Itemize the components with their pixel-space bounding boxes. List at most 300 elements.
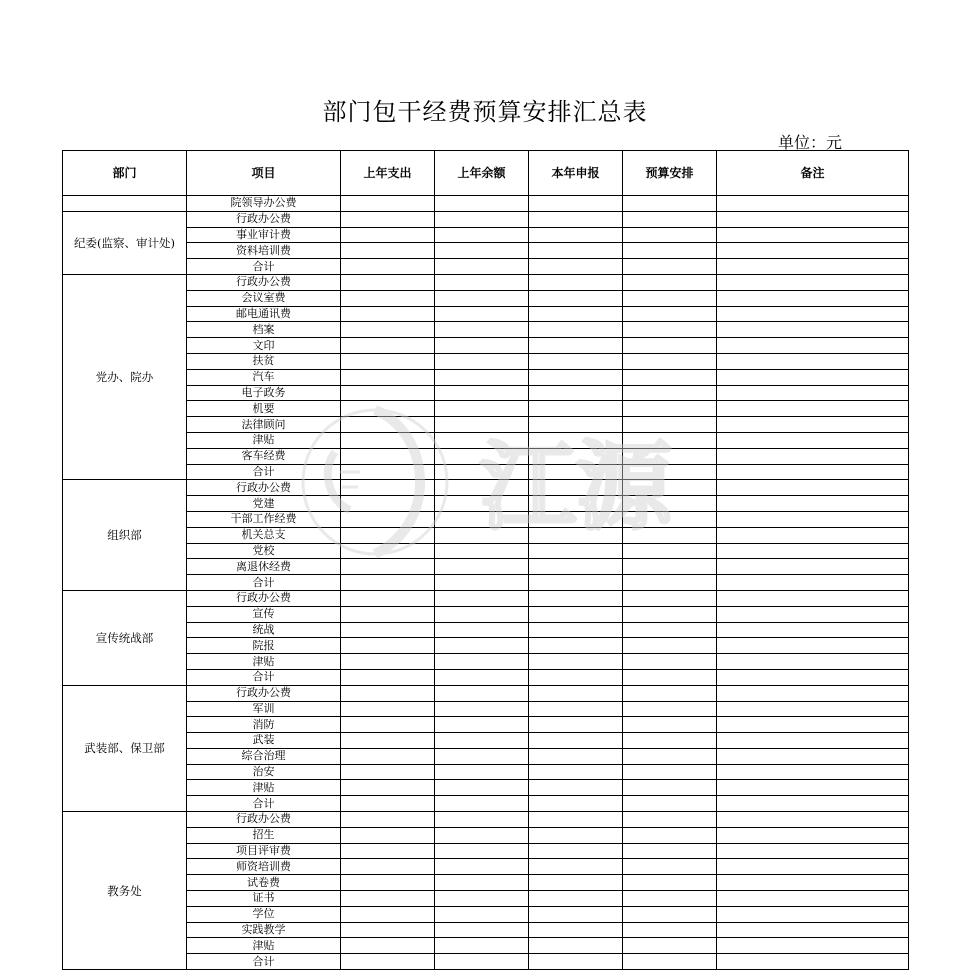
table-body [63, 196, 909, 970]
item-cell: 综合治理 [187, 748, 341, 764]
item-cell: 档案 [187, 322, 341, 338]
this-year-request-cell [529, 938, 623, 954]
this-year-request-cell [529, 827, 623, 843]
budget-allocation-cell [623, 464, 717, 480]
this-year-request-cell [529, 922, 623, 938]
last-year-balance-cell [435, 685, 529, 701]
item-cell: 行政办公费 [187, 274, 341, 290]
this-year-request-cell [529, 353, 623, 369]
last-year-balance-cell [435, 480, 529, 496]
item-cell: 津贴 [187, 938, 341, 954]
last-year-expense-cell [341, 906, 435, 922]
budget-allocation-cell [623, 938, 717, 954]
table-row [63, 274, 909, 290]
this-year-request-cell [529, 543, 623, 559]
item-cell: 行政办公费 [187, 211, 341, 227]
remarks-cell [717, 511, 909, 527]
dept-cell [63, 196, 187, 212]
last-year-balance-cell [435, 875, 529, 891]
table-row [63, 401, 909, 417]
budget-table [62, 150, 909, 970]
last-year-balance-cell [435, 464, 529, 480]
header-budget-allocation: 预算安排 [623, 151, 717, 196]
remarks-cell [717, 748, 909, 764]
item-cell: 文印 [187, 338, 341, 354]
item-cell: 客车经费 [187, 448, 341, 464]
table-row [63, 259, 909, 275]
table-row [63, 922, 909, 938]
last-year-expense-cell [341, 875, 435, 891]
table-row [63, 796, 909, 812]
table-row [63, 385, 909, 401]
last-year-expense-cell [341, 764, 435, 780]
remarks-cell [717, 859, 909, 875]
remarks-cell [717, 780, 909, 796]
remarks-cell [717, 669, 909, 685]
budget-allocation-cell [623, 638, 717, 654]
remarks-cell [717, 353, 909, 369]
table-row [63, 527, 909, 543]
item-cell: 扶贫 [187, 353, 341, 369]
last-year-expense-cell [341, 369, 435, 385]
last-year-expense-cell [341, 859, 435, 875]
dept-cell: 党办、院办 [63, 274, 187, 479]
table-row [63, 733, 909, 749]
last-year-balance-cell [435, 543, 529, 559]
table-row [63, 353, 909, 369]
last-year-expense-cell [341, 432, 435, 448]
budget-allocation-cell [623, 954, 717, 970]
watermark-text: 江源 [480, 431, 672, 543]
item-cell: 消防 [187, 717, 341, 733]
this-year-request-cell [529, 559, 623, 575]
budget-allocation-cell [623, 685, 717, 701]
last-year-expense-cell [341, 654, 435, 670]
item-cell: 离退休经费 [187, 559, 341, 575]
last-year-expense-cell [341, 511, 435, 527]
last-year-expense-cell [341, 622, 435, 638]
remarks-cell [717, 543, 909, 559]
last-year-expense-cell [341, 322, 435, 338]
remarks-cell [717, 322, 909, 338]
item-cell: 会议室费 [187, 290, 341, 306]
budget-allocation-cell [623, 812, 717, 828]
last-year-balance-cell [435, 748, 529, 764]
remarks-cell [717, 385, 909, 401]
budget-allocation-cell [623, 590, 717, 606]
budget-allocation-cell [623, 543, 717, 559]
dept-cell: 宣传统战部 [63, 590, 187, 685]
last-year-expense-cell [341, 306, 435, 322]
budget-allocation-cell [623, 259, 717, 275]
table-row [63, 717, 909, 733]
last-year-expense-cell [341, 559, 435, 575]
budget-allocation-cell [623, 496, 717, 512]
last-year-expense-cell [341, 590, 435, 606]
this-year-request-cell [529, 480, 623, 496]
this-year-request-cell [529, 606, 623, 622]
unit-label: 单位：元 [778, 133, 843, 152]
budget-allocation-cell [623, 417, 717, 433]
last-year-balance-cell [435, 764, 529, 780]
table-row [63, 243, 909, 259]
item-cell: 招生 [187, 827, 341, 843]
header-this-year-request: 本年申报 [529, 151, 623, 196]
item-cell: 合计 [187, 954, 341, 970]
this-year-request-cell [529, 575, 623, 591]
item-cell: 行政办公费 [187, 590, 341, 606]
table-row [63, 843, 909, 859]
table-row [63, 622, 909, 638]
remarks-cell [717, 622, 909, 638]
this-year-request-cell [529, 306, 623, 322]
last-year-expense-cell [341, 575, 435, 591]
budget-allocation-cell [623, 669, 717, 685]
last-year-expense-cell [341, 353, 435, 369]
budget-allocation-cell [623, 338, 717, 354]
item-cell: 合计 [187, 464, 341, 480]
this-year-request-cell [529, 290, 623, 306]
item-cell: 干部工作经费 [187, 511, 341, 527]
this-year-request-cell [529, 764, 623, 780]
last-year-balance-cell [435, 954, 529, 970]
table-row [63, 606, 909, 622]
item-cell: 机关总支 [187, 527, 341, 543]
remarks-cell [717, 369, 909, 385]
budget-allocation-cell [623, 827, 717, 843]
budget-allocation-cell [623, 369, 717, 385]
budget-allocation-cell [623, 353, 717, 369]
this-year-request-cell [529, 780, 623, 796]
last-year-balance-cell [435, 922, 529, 938]
item-cell: 实践教学 [187, 922, 341, 938]
last-year-expense-cell [341, 196, 435, 212]
remarks-cell [717, 464, 909, 480]
table-row [63, 211, 909, 227]
last-year-balance-cell [435, 638, 529, 654]
table-row [63, 669, 909, 685]
last-year-expense-cell [341, 417, 435, 433]
last-year-expense-cell [341, 274, 435, 290]
item-cell: 治安 [187, 764, 341, 780]
last-year-balance-cell [435, 812, 529, 828]
this-year-request-cell [529, 891, 623, 907]
remarks-cell [717, 243, 909, 259]
last-year-expense-cell [341, 385, 435, 401]
item-cell: 邮电通讯费 [187, 306, 341, 322]
remarks-cell [717, 606, 909, 622]
item-cell: 武装 [187, 733, 341, 749]
item-cell: 资料培训费 [187, 243, 341, 259]
this-year-request-cell [529, 654, 623, 670]
budget-allocation-cell [623, 733, 717, 749]
budget-allocation-cell [623, 432, 717, 448]
table-row [63, 432, 909, 448]
remarks-cell [717, 654, 909, 670]
budget-allocation-cell [623, 906, 717, 922]
item-cell: 合计 [187, 796, 341, 812]
last-year-balance-cell [435, 575, 529, 591]
dept-cell: 纪委(监察、审计处) [63, 211, 187, 274]
this-year-request-cell [529, 211, 623, 227]
remarks-cell [717, 227, 909, 243]
last-year-balance-cell [435, 938, 529, 954]
item-cell: 电子政务 [187, 385, 341, 401]
last-year-balance-cell [435, 654, 529, 670]
last-year-expense-cell [341, 685, 435, 701]
remarks-cell [717, 906, 909, 922]
last-year-balance-cell [435, 369, 529, 385]
this-year-request-cell [529, 385, 623, 401]
last-year-balance-cell [435, 448, 529, 464]
page-title: 部门包干经费预算安排汇总表 [322, 98, 648, 126]
last-year-balance-cell [435, 669, 529, 685]
item-cell: 事业审计费 [187, 227, 341, 243]
last-year-balance-cell [435, 843, 529, 859]
item-cell: 机要 [187, 401, 341, 417]
last-year-expense-cell [341, 543, 435, 559]
budget-allocation-cell [623, 385, 717, 401]
budget-allocation-cell [623, 606, 717, 622]
item-cell: 师资培训费 [187, 859, 341, 875]
last-year-balance-cell [435, 859, 529, 875]
this-year-request-cell [529, 259, 623, 275]
budget-allocation-cell [623, 243, 717, 259]
table-row [63, 196, 909, 212]
item-cell: 法律顾问 [187, 417, 341, 433]
header-last-year-balance: 上年余额 [435, 151, 529, 196]
budget-allocation-cell [623, 780, 717, 796]
budget-allocation-cell [623, 401, 717, 417]
table-row [63, 701, 909, 717]
this-year-request-cell [529, 338, 623, 354]
last-year-expense-cell [341, 717, 435, 733]
last-year-balance-cell [435, 496, 529, 512]
last-year-expense-cell [341, 401, 435, 417]
remarks-cell [717, 496, 909, 512]
remarks-cell [717, 480, 909, 496]
last-year-expense-cell [341, 606, 435, 622]
item-cell: 行政办公费 [187, 685, 341, 701]
this-year-request-cell [529, 511, 623, 527]
this-year-request-cell [529, 464, 623, 480]
last-year-expense-cell [341, 464, 435, 480]
last-year-balance-cell [435, 796, 529, 812]
last-year-expense-cell [341, 243, 435, 259]
this-year-request-cell [529, 227, 623, 243]
table-row [63, 417, 909, 433]
budget-allocation-cell [623, 227, 717, 243]
this-year-request-cell [529, 496, 623, 512]
last-year-balance-cell [435, 401, 529, 417]
table-row [63, 764, 909, 780]
table-row [63, 638, 909, 654]
last-year-balance-cell [435, 701, 529, 717]
budget-allocation-cell [623, 764, 717, 780]
remarks-cell [717, 575, 909, 591]
table-row [63, 812, 909, 828]
last-year-balance-cell [435, 196, 529, 212]
last-year-balance-cell [435, 590, 529, 606]
table-row [63, 227, 909, 243]
this-year-request-cell [529, 243, 623, 259]
remarks-cell [717, 417, 909, 433]
this-year-request-cell [529, 796, 623, 812]
budget-allocation-cell [623, 274, 717, 290]
this-year-request-cell [529, 748, 623, 764]
item-cell: 学位 [187, 906, 341, 922]
remarks-cell [717, 875, 909, 891]
this-year-request-cell [529, 685, 623, 701]
last-year-expense-cell [341, 290, 435, 306]
table-row [63, 891, 909, 907]
header-last-year-expense: 上年支出 [341, 151, 435, 196]
remarks-cell [717, 401, 909, 417]
last-year-expense-cell [341, 338, 435, 354]
item-cell: 合计 [187, 575, 341, 591]
dept-cell: 武装部、保卫部 [63, 685, 187, 811]
remarks-cell [717, 211, 909, 227]
table-row [63, 338, 909, 354]
last-year-expense-cell [341, 227, 435, 243]
table-row [63, 859, 909, 875]
table-row [63, 511, 909, 527]
last-year-balance-cell [435, 338, 529, 354]
item-cell: 合计 [187, 259, 341, 275]
this-year-request-cell [529, 638, 623, 654]
item-cell: 行政办公费 [187, 480, 341, 496]
last-year-expense-cell [341, 843, 435, 859]
table-row [63, 654, 909, 670]
last-year-expense-cell [341, 259, 435, 275]
last-year-balance-cell [435, 227, 529, 243]
remarks-cell [717, 733, 909, 749]
table-row [63, 575, 909, 591]
remarks-cell [717, 196, 909, 212]
this-year-request-cell [529, 669, 623, 685]
table-row [63, 543, 909, 559]
table-row [63, 464, 909, 480]
remarks-cell [717, 527, 909, 543]
last-year-balance-cell [435, 527, 529, 543]
this-year-request-cell [529, 417, 623, 433]
table-row [63, 290, 909, 306]
last-year-expense-cell [341, 496, 435, 512]
table-row [63, 322, 909, 338]
last-year-expense-cell [341, 922, 435, 938]
budget-allocation-cell [623, 290, 717, 306]
this-year-request-cell [529, 622, 623, 638]
remarks-cell [717, 891, 909, 907]
last-year-balance-cell [435, 906, 529, 922]
last-year-expense-cell [341, 448, 435, 464]
this-year-request-cell [529, 843, 623, 859]
table-row [63, 780, 909, 796]
last-year-expense-cell [341, 812, 435, 828]
this-year-request-cell [529, 717, 623, 733]
table-row [63, 480, 909, 496]
last-year-expense-cell [341, 527, 435, 543]
last-year-balance-cell [435, 827, 529, 843]
last-year-balance-cell [435, 290, 529, 306]
item-cell: 津贴 [187, 432, 341, 448]
budget-allocation-cell [623, 306, 717, 322]
budget-allocation-cell [623, 575, 717, 591]
item-cell: 院领导办公费 [187, 196, 341, 212]
this-year-request-cell [529, 733, 623, 749]
item-cell: 证书 [187, 891, 341, 907]
remarks-cell [717, 559, 909, 575]
last-year-expense-cell [341, 480, 435, 496]
dept-cell: 教务处 [63, 812, 187, 970]
last-year-balance-cell [435, 511, 529, 527]
item-cell: 行政办公费 [187, 812, 341, 828]
remarks-cell [717, 432, 909, 448]
last-year-balance-cell [435, 243, 529, 259]
budget-allocation-cell [623, 196, 717, 212]
last-year-balance-cell [435, 432, 529, 448]
table-row [63, 590, 909, 606]
header-row [63, 151, 909, 196]
this-year-request-cell [529, 369, 623, 385]
header-remarks: 备注 [717, 151, 909, 196]
budget-allocation-cell [623, 527, 717, 543]
table-row [63, 827, 909, 843]
budget-allocation-cell [623, 480, 717, 496]
last-year-expense-cell [341, 954, 435, 970]
remarks-cell [717, 954, 909, 970]
header-dept: 部门 [63, 151, 187, 196]
table-row [63, 559, 909, 575]
budget-allocation-cell [623, 654, 717, 670]
remarks-cell [717, 274, 909, 290]
dept-cell: 组织部 [63, 480, 187, 591]
remarks-cell [717, 685, 909, 701]
budget-allocation-cell [623, 511, 717, 527]
this-year-request-cell [529, 527, 623, 543]
budget-allocation-cell [623, 717, 717, 733]
remarks-cell [717, 448, 909, 464]
last-year-balance-cell [435, 417, 529, 433]
item-cell: 宣传 [187, 606, 341, 622]
remarks-cell [717, 306, 909, 322]
budget-allocation-cell [623, 559, 717, 575]
item-cell: 军训 [187, 701, 341, 717]
item-cell: 院报 [187, 638, 341, 654]
item-cell: 合计 [187, 669, 341, 685]
budget-allocation-cell [623, 843, 717, 859]
table-row [63, 938, 909, 954]
last-year-expense-cell [341, 638, 435, 654]
this-year-request-cell [529, 859, 623, 875]
remarks-cell [717, 259, 909, 275]
last-year-balance-cell [435, 717, 529, 733]
item-cell: 津贴 [187, 780, 341, 796]
last-year-expense-cell [341, 891, 435, 907]
this-year-request-cell [529, 590, 623, 606]
budget-allocation-cell [623, 922, 717, 938]
table-row [63, 875, 909, 891]
budget-allocation-cell [623, 796, 717, 812]
last-year-balance-cell [435, 780, 529, 796]
last-year-balance-cell [435, 733, 529, 749]
remarks-cell [717, 764, 909, 780]
this-year-request-cell [529, 812, 623, 828]
item-cell: 汽车 [187, 369, 341, 385]
table-row [63, 954, 909, 970]
last-year-balance-cell [435, 322, 529, 338]
remarks-cell [717, 843, 909, 859]
